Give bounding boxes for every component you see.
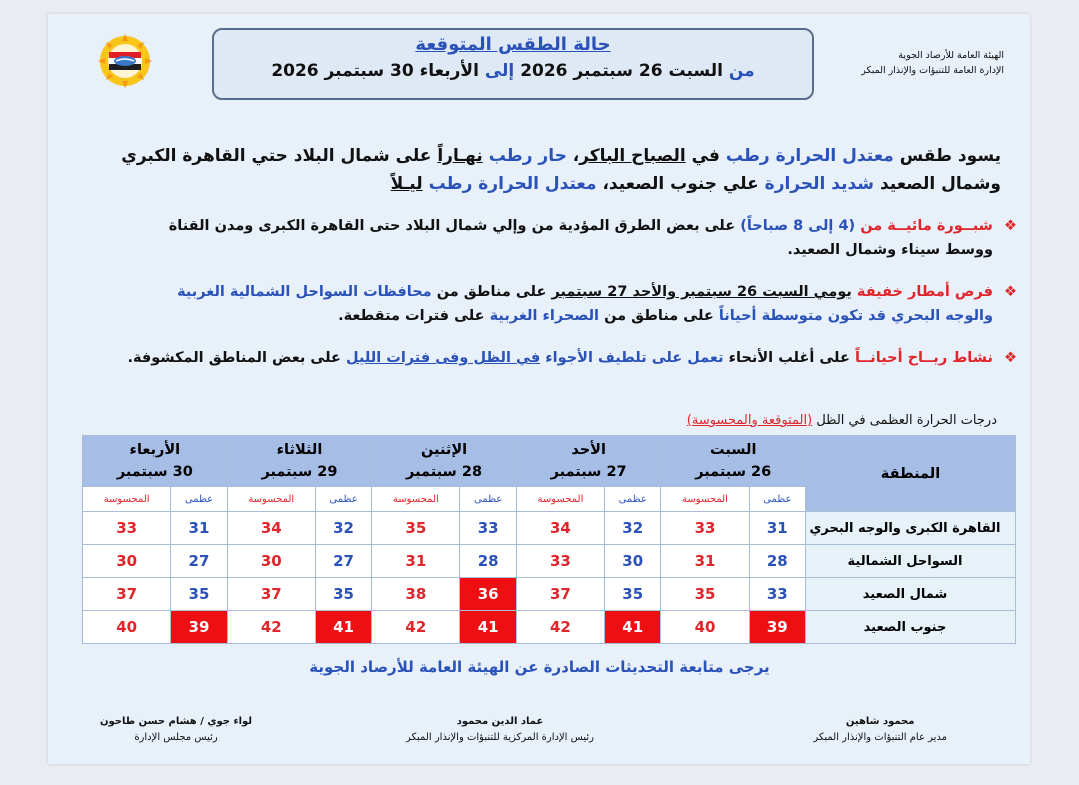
bullet-text: فرص أمطار خفيفة (856, 284, 993, 300)
ema-logo (88, 34, 162, 88)
day-date: 26 سبتمبر (695, 464, 772, 480)
day-name: الأربعاء (129, 442, 181, 458)
org-line-1: الهيئة العامة للأرصاد الجوية (898, 50, 1004, 61)
intro-text: علي جنوب الصعيد، (602, 174, 759, 194)
max-temp-cell: 31 (171, 512, 227, 545)
feels-like-header: المحسوسة (661, 487, 749, 512)
intro-text: معتدل الحرارة رطب (428, 174, 597, 194)
max-temp-header: عظمى (171, 487, 227, 512)
signature-name: عماد الدين محمود (456, 716, 544, 727)
intro-text: في (691, 146, 720, 166)
max-temp-cell: 39 (749, 611, 805, 644)
max-temp-cell: 31 (749, 512, 805, 545)
day-header (661, 436, 806, 487)
max-temp-header: عظمى (605, 487, 661, 512)
feels-like-cell: 33 (83, 512, 171, 545)
max-temp-cell: 30 (605, 545, 661, 578)
page-title: حالة الطقس المتوقعة (415, 34, 611, 55)
bullet-wind (57, 346, 1017, 370)
day-header (227, 436, 372, 487)
signature-title: رئيس مجلس الإدارة (134, 732, 218, 743)
feels-like-cell: 38 (372, 578, 460, 611)
day-name: الثلاثاء (276, 442, 323, 458)
max-temp-header: عظمى (315, 487, 371, 512)
region-name: القاهرة الكبرى والوجه البحري (806, 512, 1016, 545)
bullet-text: على أغلب الأنحاء (728, 350, 850, 366)
max-temp-cell: 27 (315, 545, 371, 578)
diamond-bullet-icon: ❖ (1004, 350, 1017, 366)
day-date: 29 سبتمبر (261, 464, 338, 480)
bullet-text: (4 إلى 8 صباحاً) (740, 218, 856, 234)
org-line-2: الإدارة العامة للتنبؤات والإنذار المبكر (861, 65, 1004, 76)
feels-like-header: المحسوسة (372, 487, 460, 512)
feels-like-cell: 37 (516, 578, 604, 611)
bullet-text: على بعض المناطق المكشوفة. (127, 350, 341, 366)
bullet-text: على مناطق من (604, 308, 714, 324)
feels-like-cell: 34 (227, 512, 315, 545)
max-temp-cell: 41 (315, 611, 371, 644)
table-row (83, 545, 1016, 578)
max-temp-cell: 36 (460, 578, 516, 611)
day-header (516, 436, 661, 487)
max-temp-cell: 35 (315, 578, 371, 611)
max-temp-cell: 32 (605, 512, 661, 545)
signature-title: مدير عام التنبؤات والإنذار المبكر (813, 732, 947, 743)
day-name: السبت (709, 442, 757, 458)
period-to-date: الأربعاء 30 سبتمبر 2026 (271, 61, 479, 81)
feels-like-cell: 42 (516, 611, 604, 644)
feels-like-cell: 35 (661, 578, 749, 611)
max-temp-cell: 27 (171, 545, 227, 578)
table-row (83, 512, 1016, 545)
bullet-text: على بعض الطرق المؤدية من وإلي شمال البلاد حتى القاهرة الكبرى ومدن القناة (168, 218, 736, 234)
caption-paren: (المتوقعة والمحسوسة) (686, 413, 813, 428)
intro-text: وشمال الصعيد (879, 174, 1001, 194)
bullet-text: نشاط ريــاح أحيانــاً (854, 350, 993, 366)
bullet-rain (57, 280, 1017, 328)
bullet-text: يومي السبت 26 سبتمبر والأحد 27 سبتمبر (551, 284, 852, 300)
feels-like-cell: 30 (227, 545, 315, 578)
feels-like-cell: 31 (661, 545, 749, 578)
intro-paragraph (101, 142, 1001, 198)
day-date: 30 سبتمبر (116, 464, 193, 480)
feels-like-cell: 31 (372, 545, 460, 578)
max-temp-cell: 28 (749, 545, 805, 578)
day-date: 27 سبتمبر (550, 464, 627, 480)
region-name: شمال الصعيد (806, 578, 1016, 611)
max-temp-cell: 35 (605, 578, 661, 611)
day-date: 28 سبتمبر (406, 464, 483, 480)
day-header (83, 436, 228, 487)
period-line (214, 61, 812, 81)
max-temp-cell: 33 (460, 512, 516, 545)
region-column-header: المنطقة (806, 436, 1016, 512)
signature-3 (100, 714, 252, 746)
bullet-text: محافظات السواحل الشمالية الغربية (177, 284, 432, 300)
table-row (83, 611, 1016, 644)
signature-name: لواء جوي / هشام حسن طاحون (100, 716, 253, 727)
bullet-text: في الظل وفى فترات الليل (346, 350, 541, 366)
region-name: جنوب الصعيد (806, 611, 1016, 644)
organization-name (861, 48, 1004, 78)
temperature-table (82, 435, 1016, 644)
feels-like-header: المحسوسة (83, 487, 171, 512)
bullet-fog (57, 214, 1017, 262)
intro-text: حار رطب (488, 146, 567, 166)
feels-like-cell: 40 (83, 611, 171, 644)
max-temp-cell: 28 (460, 545, 516, 578)
table-row (83, 578, 1016, 611)
max-temp-cell: 32 (315, 512, 371, 545)
intro-text: ، (572, 146, 580, 166)
intro-text: على شمال البلاد حتي القاهرة الكبري (121, 146, 432, 166)
bulletin-sheet (48, 14, 1030, 764)
table-caption (687, 413, 997, 428)
day-name: الأحد (571, 442, 606, 458)
bullet-text: ووسط سيناء وشمال الصعيد. (787, 242, 993, 258)
followup-note: يرجى متابعة التحديثات الصادرة عن الهيئة العامة للأرصاد الجوية (309, 658, 770, 676)
feels-like-header: المحسوسة (516, 487, 604, 512)
max-temp-cell: 35 (171, 578, 227, 611)
max-temp-header: عظمى (749, 487, 805, 512)
feels-like-cell: 40 (661, 611, 749, 644)
feels-like-cell: 33 (516, 545, 604, 578)
diamond-bullet-icon: ❖ (1004, 284, 1017, 300)
feels-like-cell: 37 (227, 578, 315, 611)
intro-text: معتدل الحرارة رطب (725, 146, 894, 166)
feels-like-cell: 35 (372, 512, 460, 545)
feels-like-cell: 37 (83, 578, 171, 611)
day-name: الإثنين (421, 442, 468, 458)
intro-text: الصباح الباكر (579, 146, 686, 166)
feels-like-cell: 30 (83, 545, 171, 578)
period-from: من (728, 61, 755, 81)
intro-text: شديد الحرارة (764, 174, 875, 194)
diamond-bullet-icon: ❖ (1004, 218, 1017, 234)
signature-name: محمود شاهين (845, 716, 915, 727)
bullet-text: الصحراء الغربية (489, 308, 600, 324)
signature-title: رئيس الإدارة المركزية للتنبؤات والإنذار المبكر (406, 732, 594, 743)
feels-like-cell: 42 (372, 611, 460, 644)
caption-text: درجات الحرارة العظمى في الظل (816, 413, 997, 428)
bullet-text: تعمل على تلطيف الأجواء (545, 350, 724, 366)
feels-like-header: المحسوسة (227, 487, 315, 512)
max-temp-cell: 33 (749, 578, 805, 611)
feels-like-cell: 42 (227, 611, 315, 644)
intro-text: ليـلاً (390, 174, 423, 194)
day-header (372, 436, 517, 487)
title-box (212, 28, 814, 100)
bullet-text: شبــورة مائيــة من (860, 218, 993, 234)
max-temp-cell: 39 (171, 611, 227, 644)
period-from-date: السبت 26 سبتمبر 2026 (520, 61, 723, 81)
region-name: السواحل الشمالية (806, 545, 1016, 578)
feels-like-cell: 34 (516, 512, 604, 545)
feels-like-cell: 33 (661, 512, 749, 545)
forecast-bullets (57, 214, 1017, 388)
bullet-text: على مناطق من (436, 284, 547, 300)
intro-text: يسود طقس (899, 146, 1001, 166)
intro-text: نهـاراً (437, 146, 483, 166)
bullet-text: على فترات متقطعة. (338, 308, 485, 324)
max-temp-cell: 41 (460, 611, 516, 644)
bullet-text: والوجه البحري قد تكون متوسطة أحياناً (718, 308, 993, 324)
max-temp-cell: 41 (605, 611, 661, 644)
period-to: إلى (484, 61, 515, 81)
max-temp-header: عظمى (460, 487, 516, 512)
